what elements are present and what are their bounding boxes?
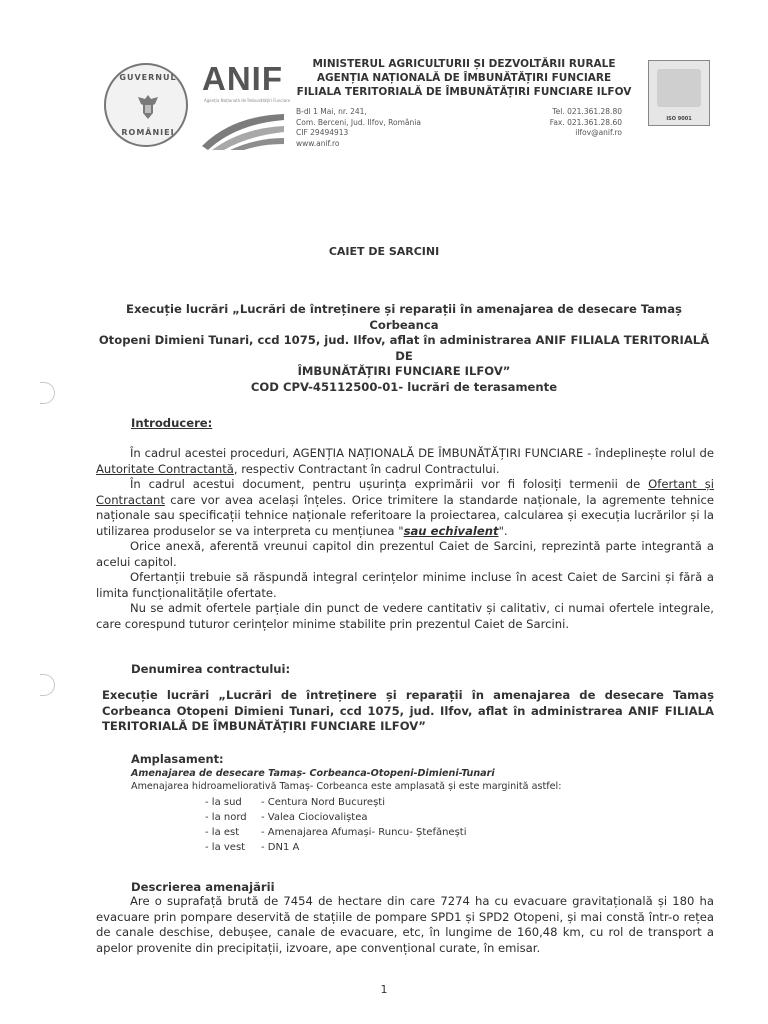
- intro-paragraph: Orice anexă, aferentă vreunui capitol din prezentul Caiet de Sarcini, reprezintă parte integrantă a acelui capitol.: [96, 539, 714, 569]
- address-line: B-dl 1 Mai, nr. 241,: [296, 107, 367, 116]
- boundary-direction: - la sud: [205, 797, 242, 808]
- text-run: care vor avea același înțeles. Orice trimitere la standarde naționale, la agremente tehnice naționale sau specificații tehnice naționale referitoare la proiectarea, calcularea și execuția lucrărilor și la utilizarea produselor se va interpreta cu mențiunea ": [96, 492, 714, 538]
- email-link[interactable]: ilfov@anif.ro: [575, 128, 622, 137]
- document-title: CAIET DE SARCINI: [328, 245, 440, 258]
- anif-logo-subtitle: Agenția Națională de Îmbunătățiri Funciare: [204, 98, 291, 103]
- page-number: 1: [380, 983, 388, 996]
- contract-heading: Denumirea contractului:: [131, 662, 291, 676]
- boundary-direction: - la nord: [205, 812, 247, 823]
- list-item: [205, 825, 691, 840]
- location-subheading: Amenajarea de desecare Tamaș- Corbeanca-Otopeni-Dimieni-Tunari: [131, 768, 495, 779]
- phone-number: Tel. 021.361.28.80: [552, 107, 622, 116]
- location-description: Amenajarea hidroameliorativă Tamaș- Corbeanca este amplasată și este marginită astfel:: [131, 781, 562, 792]
- ministry-title: MINISTERUL AGRICULTURII ȘI DEZVOLTĂRII RURALE: [312, 58, 616, 70]
- boundary-place: - Valea Ciociovaliștea: [261, 812, 368, 823]
- term-ofertant: Ofertant și Contractant: [96, 477, 714, 507]
- work-title-line: ÎMBUNĂTĂȚIRI FUNCIARE ILFOV”: [297, 364, 511, 378]
- contact-block: [520, 107, 622, 139]
- intro-paragraph: [96, 477, 714, 539]
- anif-logo: [202, 60, 291, 150]
- agency-title: AGENȚIA NAȚIONALĂ DE ÎMBUNĂTĂȚIRI FUNCIARE: [316, 72, 612, 84]
- text-run: ".: [498, 523, 508, 538]
- government-seal-logo: [104, 63, 188, 147]
- work-title-line: Otopeni Dimieni Tunari, ccd 1075, jud. Ilfov, aflat în administrarea ANIF FILIALA TERITORIALĂ DE: [98, 333, 710, 363]
- header-titles: [288, 57, 640, 99]
- description-heading: Descrierea amenajării: [131, 880, 275, 894]
- location-heading: Amplasament:: [131, 752, 224, 766]
- tax-id: CIF 29494913: [296, 128, 349, 137]
- field-swoosh-icon: [202, 106, 284, 150]
- list-item: [205, 795, 691, 810]
- boundary-place: - DN1 A: [261, 842, 300, 853]
- punch-hole: [40, 382, 55, 404]
- text-run: , respectiv Contractant în cadrul Contractului.: [233, 461, 500, 476]
- address-block: [296, 107, 421, 149]
- boundaries-list: [205, 795, 691, 855]
- text-run: În cadrul acestei proceduri, AGENȚIA NAȚIONALĂ DE ÎMBUNĂTĂȚIRI FUNCIARE - îndeplinește rolul de: [130, 446, 714, 460]
- work-title: [92, 302, 716, 395]
- term-autoritate: Autoritate Contractantă: [96, 461, 234, 476]
- cpv-code: COD CPV-45112500-01- lucrări de terasamente: [250, 379, 558, 394]
- website-link[interactable]: www.anif.ro: [296, 138, 340, 148]
- certification-label: ISO 9001: [666, 116, 692, 122]
- list-item: [205, 840, 691, 855]
- intro-paragraph: Nu se admit ofertele parțiale din punct de vedere cantitativ și calitativ, ci numai ofertele integrale, care corespund tuturor cerințelor minime stabilite prin prezentul Caiet de Sarcini.: [96, 601, 714, 631]
- fax-number: Fax. 021.361.28.60: [549, 117, 622, 127]
- contract-title: Execuție lucrări „Lucrări de întreținere și reparații în amenajarea de desecare Tamaș Corbeanca Otopeni Dimieni Tunari, ccd 1075, jud. Ilfov, aflat în administrarea ANIF FILIALA TERITORIALĂ DE ÎMBUNĂTĂȚIRI FUNCIARE ILFOV”: [102, 688, 714, 733]
- work-title-line: Execuție lucrări „Lucrări de întreținere și reparații în amenajarea de desecare Tamaș Corbeanca: [126, 302, 682, 332]
- boundary-place: - Centura Nord București: [261, 797, 385, 808]
- address-line: Com. Berceni, Jud. Ilfov, România: [296, 117, 421, 127]
- location-section: [131, 752, 691, 855]
- seal-top-text: GUVERNUL: [119, 73, 177, 82]
- seal-bottom-text: ROMÂNIEI: [121, 128, 175, 137]
- text-run: În cadrul acestui document, pentru ușurința exprimării vor fi folosiți termenii de: [130, 477, 649, 491]
- intro-paragraph: Ofertanții trebuie să răspundă integral cerințelor minime incluse în acest Caiet de Sarcini și fără a limita funcționalitățile ofertate.: [96, 570, 714, 600]
- certification-icon: [657, 69, 701, 107]
- description-text: [96, 894, 714, 956]
- branch-title: FILIALA TERITORIALĂ DE ÎMBUNĂTĂȚIRI FUNCIARE ILFOV: [296, 86, 632, 98]
- intro-paragraph: [96, 446, 714, 477]
- boundary-place: - Amenajarea Afumași- Runcu- Ștefănești: [261, 827, 467, 838]
- eagle-icon: [136, 93, 160, 121]
- list-item: [205, 810, 691, 825]
- term-sau-echivalent: sau echivalent: [403, 523, 499, 538]
- certification-badge: [648, 60, 710, 126]
- boundary-direction: - la est: [205, 827, 240, 838]
- intro-heading: Introducere:: [131, 416, 213, 430]
- anif-logo-text: ANIF: [202, 60, 283, 97]
- boundary-direction: - la vest: [205, 842, 246, 853]
- punch-hole: [40, 674, 55, 696]
- description-paragraph: Are o suprafață brută de 7454 de hectare din care 7274 ha cu evacuare gravitațională și 180 ha evacuare prin pompare deservită de stațiile de pompare SPD1 și SPD2 Otopeni, și mai constă într-o rețea de canale deschise, debușee, canale de evacuare, etc, în lungime de 160,48 km, cu rol de transport a apelor provenite din precipitații, izvoare, ape convențional curate, în emisar.: [96, 894, 714, 955]
- intro-section: [96, 446, 714, 632]
